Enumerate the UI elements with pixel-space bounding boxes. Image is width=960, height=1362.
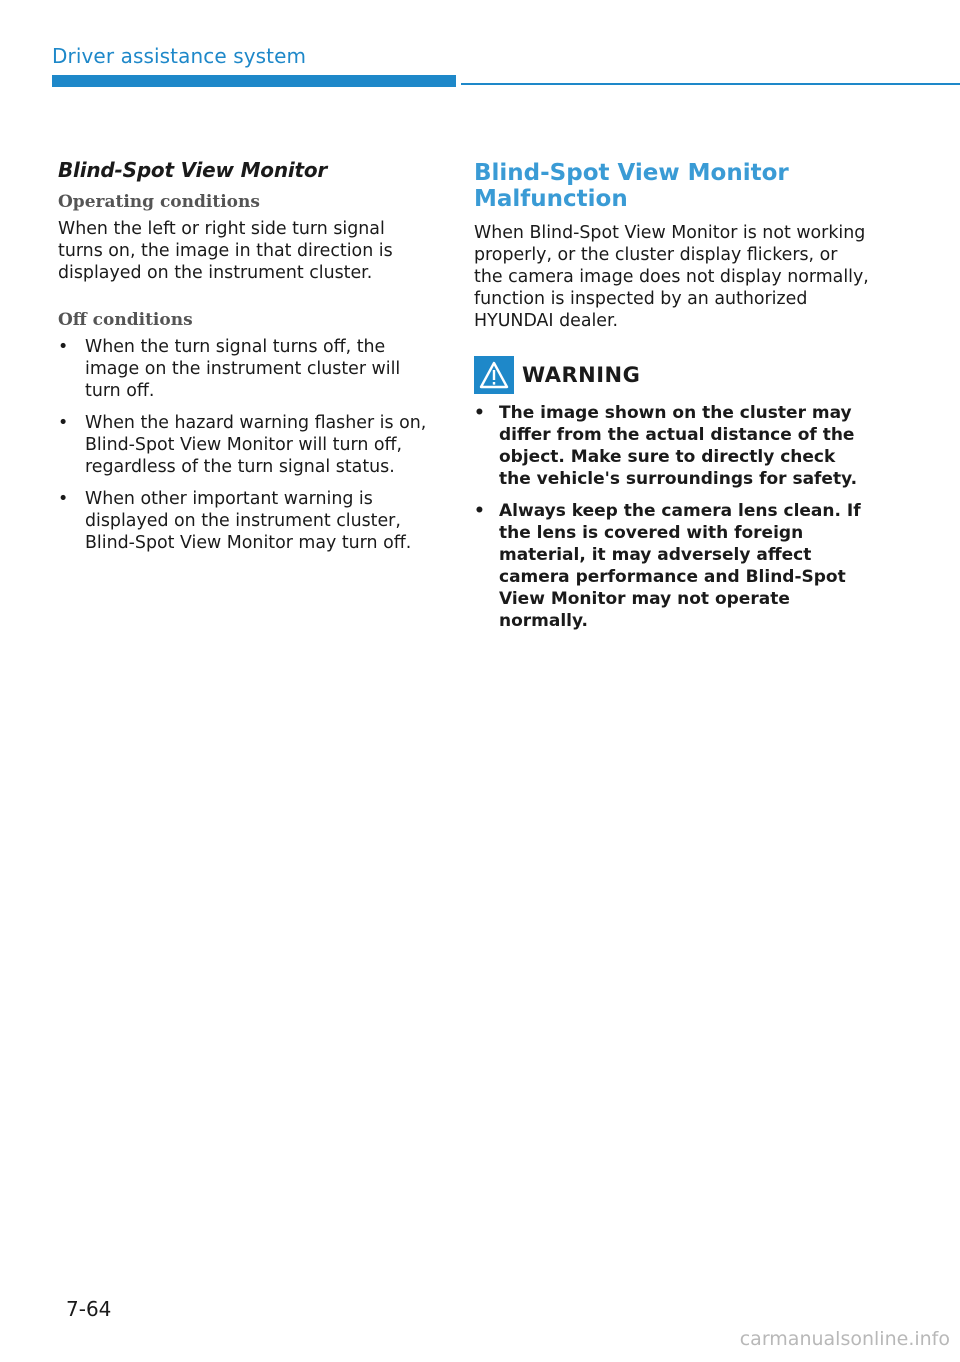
bvm-title: Blind-Spot View Monitor	[58, 158, 328, 182]
warning-list	[474, 402, 869, 632]
bullet: •	[58, 413, 69, 433]
list-item: • Always keep the camera lens clean. If the lens is covered with foreign material, it may adversely affect camera performance and Blind-Spot View Monitor may not operate normally.	[474, 501, 861, 631]
bullet: •	[58, 489, 69, 509]
watermark: carmanualsonline.info	[739, 1328, 950, 1350]
bullet: •	[474, 501, 485, 521]
off-conditions-list	[58, 336, 433, 554]
list-item: • When other important warning is displayed on the instrument cluster, Blind-Spot View Monitor may turn off.	[58, 489, 412, 553]
bullet: •	[474, 403, 485, 423]
malfunction-text: When Blind-Spot View Monitor is not working properly, or the cluster display flickers, or the camera image does not display normally, function is inspected by an authorized HYUNDAI dealer.	[474, 223, 869, 331]
malfunction-title: Blind-Spot View Monitor Malfunction	[474, 160, 789, 212]
header-rule	[461, 83, 960, 85]
warning-header	[474, 356, 869, 394]
section-title: Driver assistance system	[52, 44, 307, 68]
off-conditions-heading: Off conditions	[58, 310, 193, 330]
list-item: • When the hazard warning flasher is on, Blind-Spot View Monitor will turn off, regardless of the turn signal status.	[58, 413, 427, 477]
bullet: •	[58, 337, 69, 357]
operating-conditions-text: When the left or right side turn signal turns on, the image in that direction is displayed on the instrument cluster.	[58, 219, 393, 283]
right-column	[474, 160, 869, 642]
warning-label: WARNING	[522, 363, 641, 387]
list-item: • The image shown on the cluster may differ from the actual distance of the object. Make sure to directly check the vehicle's surroundings for safety.	[474, 403, 858, 489]
warning-triangle-icon	[474, 356, 514, 394]
left-column	[58, 158, 433, 564]
page-number: 7-64	[66, 1297, 112, 1321]
operating-conditions-heading: Operating conditions	[58, 192, 260, 212]
list-item: • When the turn signal turns off, the image on the instrument cluster will turn off.	[58, 337, 401, 401]
header-accent-bar	[52, 75, 456, 87]
